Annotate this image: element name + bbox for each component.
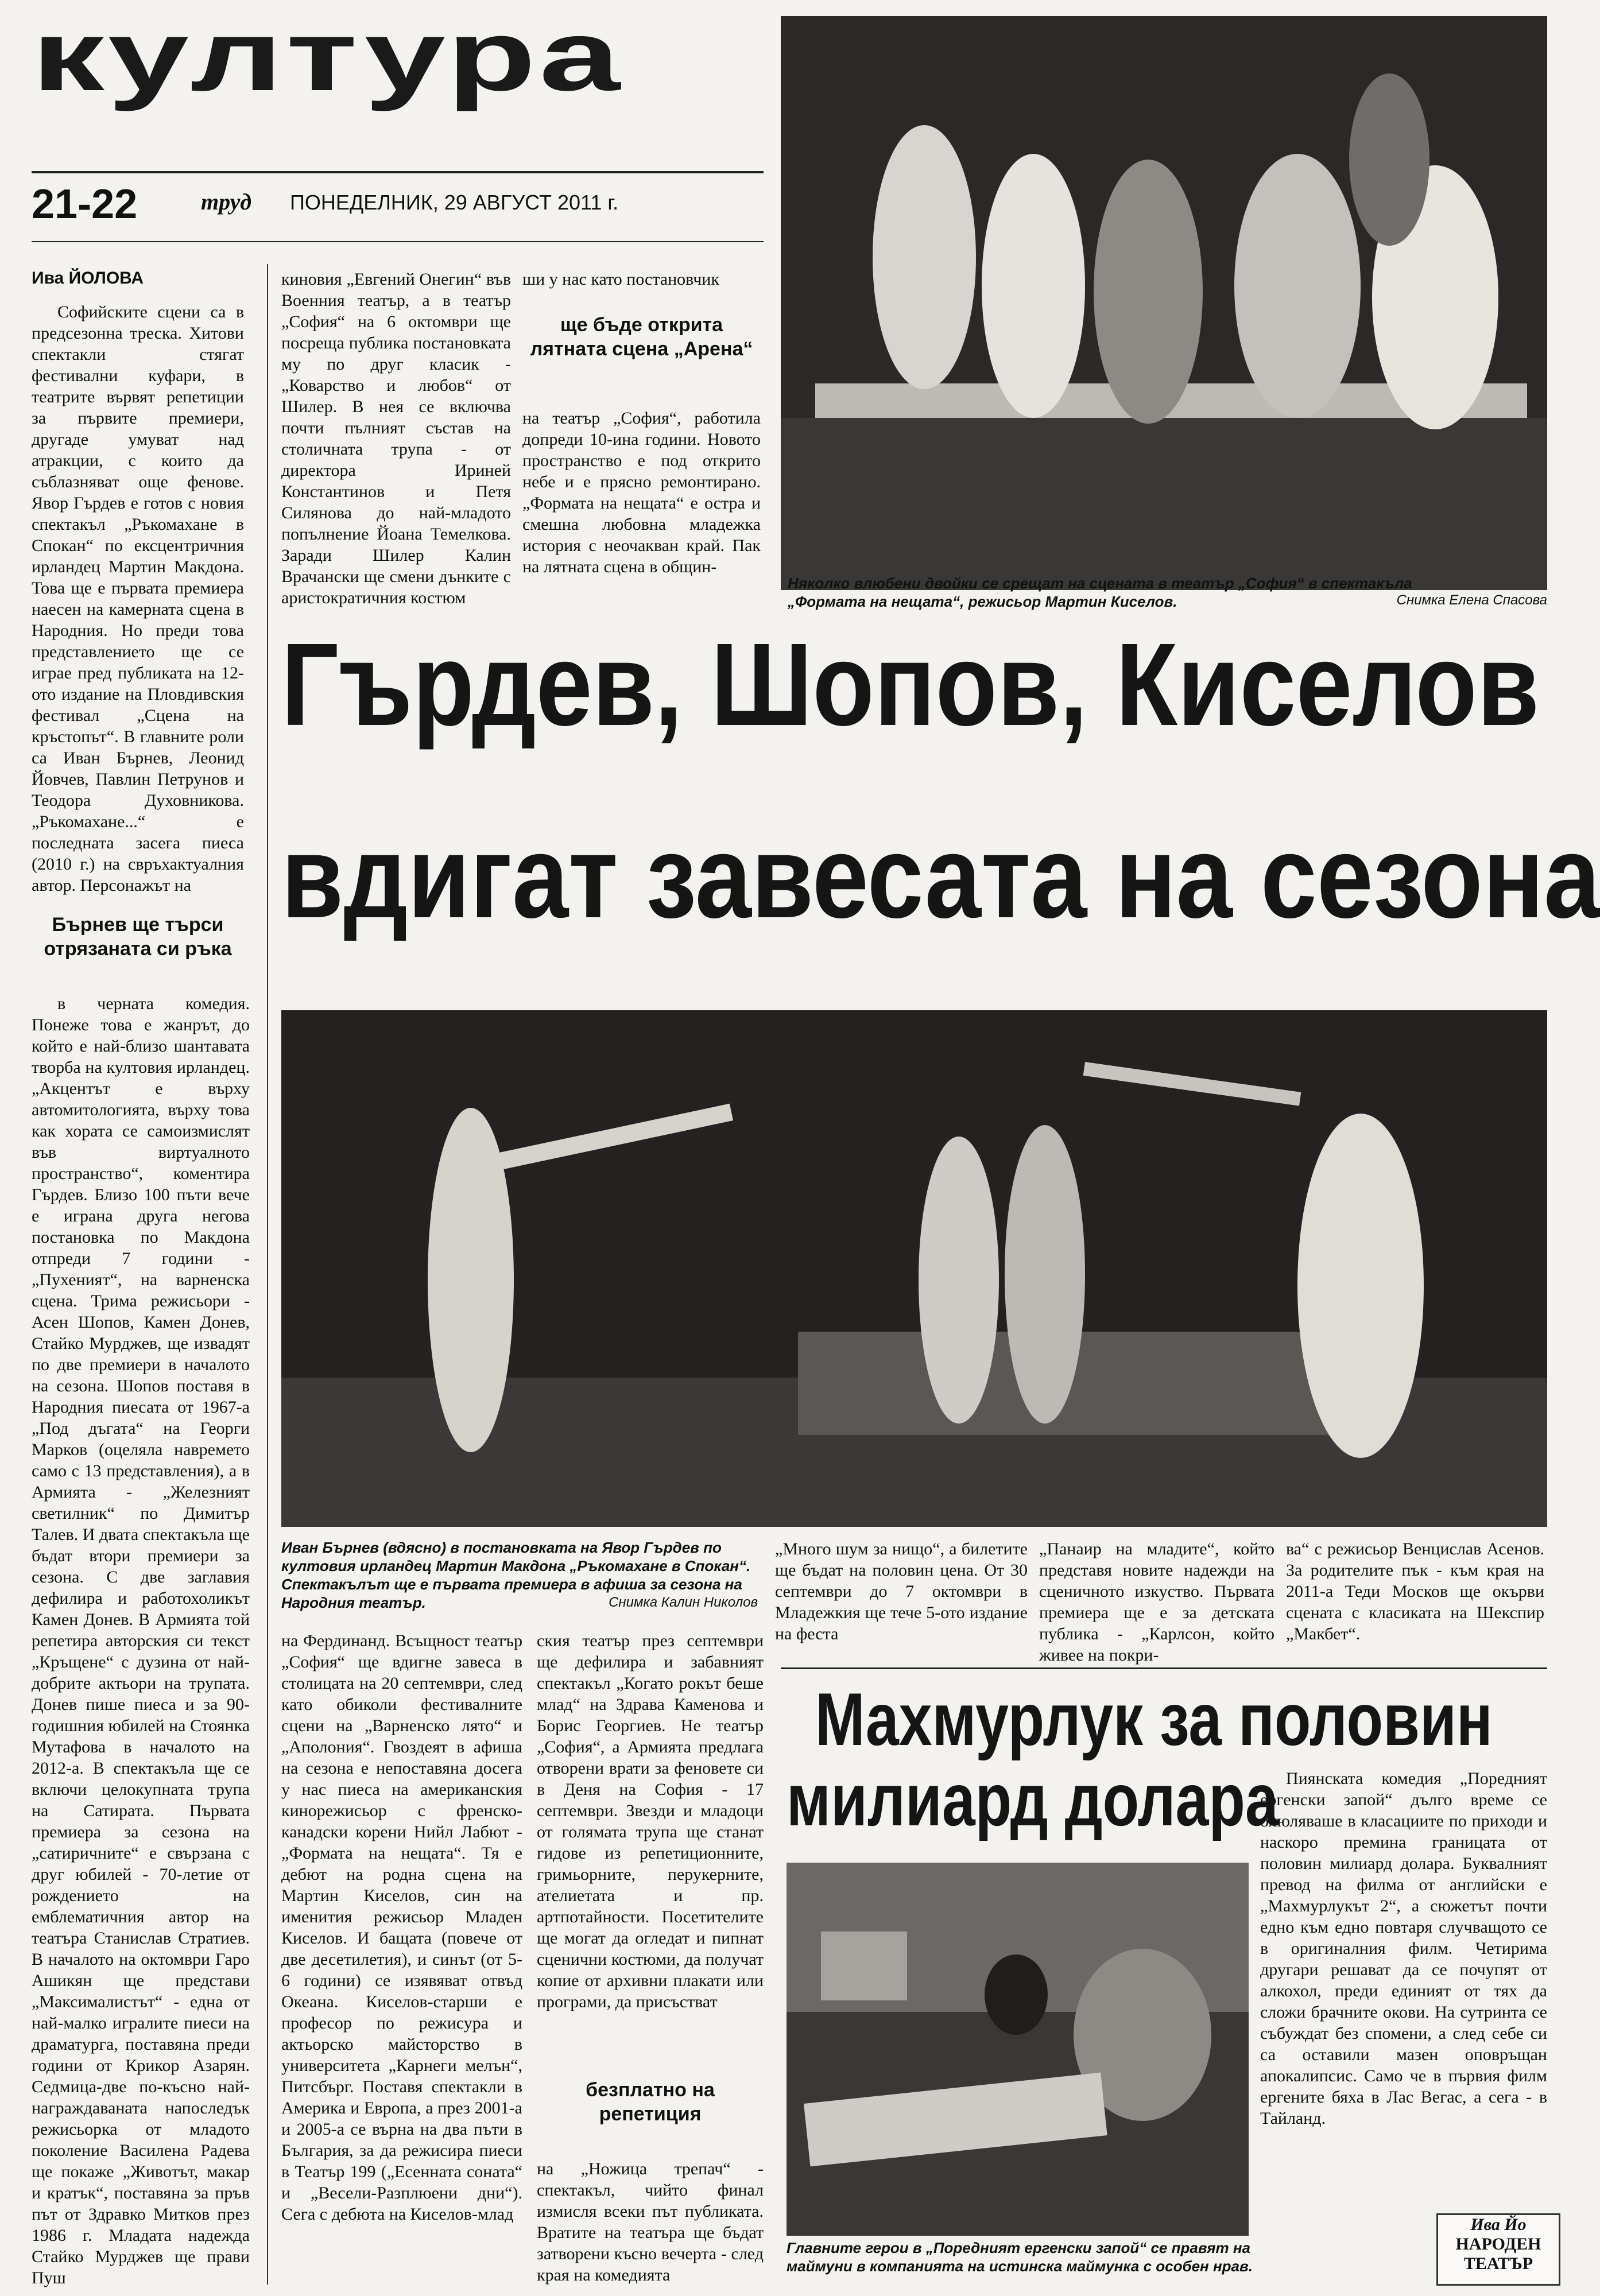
article1-column-b3 (537, 1630, 764, 2055)
stamp-line-teatar: ТЕАТЪР (1463, 2254, 1533, 2273)
photo1-credit: Снимка Елена Спасова (1396, 592, 1547, 608)
article1-subhead-barnev: Бърнев ще търси отрязаната си ръка (44, 914, 232, 960)
article2-body (1260, 1768, 1547, 2285)
article1-column4 (775, 1538, 1028, 1643)
article2-text: Пиянската комедия „Поредният ергенски запой“ дълго време се олюляваше в класациите по приходи и наскоро премина границата от половин милиард долара. Буквалният превод на филма от английски е „Махмурлукът 2“, а сюжетът почти едно към едно повтаря случващото се в оригиналния филм. Четирима другари решават да се почупят от алкохол, преди единият от тях да сложи брачните окови. На сутринта се събуждат без спомени, а след себе си са оставили мазен оповръщан апокалипсис. Само че в първия филм ергените бяха в Лас Вегас, а сега - в Тайланд. (1260, 1769, 1547, 2128)
article2-rule (781, 1667, 1547, 1669)
article1-col6-text: ва“ с режисьор Венцислав Асенов. За родителите пък - към края на 2011-а Теди Москов ще окърви сцената с класиката на Шекспир „Макбет“. (1286, 1539, 1544, 1643)
main-headline-line1: Гърдев, Шопов, Киселов (281, 619, 1540, 750)
stamp-line-narodni: НАРОДЕН (1455, 2235, 1541, 2254)
article1-column1 (32, 301, 244, 904)
article1-column-b2 (281, 1630, 522, 2285)
article1-col4-text: „Много шум за нищо“, а билетите ще бъдат на половин цена. От 30 септември до 7 октомври в Младежкия ще тече 5-ото издание на феста (775, 1539, 1028, 1643)
article1-col1-text2: в черната комедия. Понеже това е жанрът, до който е най-близо шантавата творба на култовия ирландец. „Акцентът е върху автомитологията, върху това как хората се самоизмислят във виртуалното пространство“, коментира Гърдев. Близо 100 пъти вече е играна друга негова постановка по Макдона отпреди 7 години - „Пухеният“, на варненска сцена. Трима режисьори - Асен Шопов, Камен Донев, Стайко Мурджев, ще извадят по две премиери в началото на сезона. Шопов поставя в Народния пиесата от 1967-а „Под дъгата“ на Георги Марков (оцеляла навремето само с 13 представления), а в Армията - „Железният светилник“ по Димитър Талев. И двата спектакъла ще бъдат втори премиери за сезона. С две заглавия дефилира и работохоликът Камен Донев. В Армията той репетира авторския си текст „Кръщене“ с дузина от най-добрите актьори на трупата. Донев пише пиеса и за 90-годишния юбилей на Стоянка Мутафова в началото на 2012-а. В спектакъла ще се включи целокупната трупа на Сатирата. Първата премиера за сезона на „сатиричните“ е свързана с друг юбилей - 70-летие от рождението на емблематичния автор на театъра Станислав Стратиев. В началото на октомври Гаро Ашикян ще представи „Максималистът“ - една от най-малко игралите пиеси на драматурга, поставяна преди години от Крикор Азарян. Седмица-две по-късно най-награждаваната напоследък режисьорка от младото поколение Василена Радева ще покаже „Животът, макар и кратък“, поставяна за пръв път от Здравко Митков през 1986 г. Младата надежда Стайко Мурджев ще прави Пуш (32, 994, 250, 2287)
photo2-credit: Снимка Калин Николов (609, 1595, 758, 1610)
article1-col2-text: киновия „Евгений Онегин“ във Военния театър, а в театър „София“ на 6 октомври ще посреща публика постановката му по друг класик - „Коварство и любов“ от Шилер. В нея се включва почти пълният състав на столичната трупа - от директора Ириней Константинов и Петя Силянова до най-младото попълнение Йоана Темелкова. Заради Шилер Калин Врачански ще смени дънките с аристократичния костюм (281, 270, 511, 607)
article1-column3-cont (522, 408, 761, 603)
article1-colb3-text2: на „Ножица трепач“ - спектакъл, чийто финал измисля всеки път публиката. Вратите на театъра ще бъдат затворени късно вечерта - след края на комедията (537, 2159, 764, 2285)
article1-column3 (522, 269, 761, 292)
stage-photo-illustration (781, 16, 1547, 590)
photo1-caption: Няколко влюбени двойки се срещат на сцената в театър „София“ в спектакъла „Формата на нещата“, режисьор Мартин Киселов. (788, 575, 1412, 610)
main-headline-line2: вдигат завесата на сезона (281, 811, 1600, 943)
newspaper-logo: труд (201, 189, 252, 215)
film-still-illustration (787, 1863, 1249, 2236)
stage-photo-forma (781, 16, 1547, 590)
stage-photo-spokane (281, 1010, 1547, 1527)
article1-col1-text: Софийските сцени са в предсезонна треска. Хитови спектакли стягат фестивални куфари, в театрите вървят репетиции за първите премиери, другаде умуват над атракции, с които да съблазняват още фенове. Явор Гърдев е готов с новия спектакъл „Ръкомахане в Спокан“ по ексцентричния ирландец Мартин Макдона. Това ще е първата премиера наесен на камерната сцена в Народния. Но преди това представлението ще се играе пред публиката на 12-ото издание на Пловдивския фестивал „Сцена на кръстопът“. В главните роли са Иван Бърнев, Леонид Йовчев, Павлин Петрунов и Теодора Духовникова. „Ръкомахане...“ е последната засега пиеса (2010 г.) на свръхактуалния автор. Персонажът на (32, 302, 244, 895)
article-byline: Ива ЙОЛОВА (32, 269, 144, 288)
column-divider (267, 264, 268, 2285)
article1-colb3-text: ския театър през септември ще дефилира и забавният спектакъл „Когато рокът беше млад“ на Здрава Каменова и Борис Георгиев. Не театър „София“, а Армията предлага отворени врати за феновете си в Деня на София - 17 септември. Звезди и младоци от голямата трупа ще станат гидове из репетиционните, гримьорните, перукерните, ателиетата и пр. артпотайности. Посетителите ще могат да огледат и пипнат сценични костюми, да получат копие от архивни плакати или програми, да присъстват (537, 1631, 764, 2011)
article1-column2 (281, 269, 511, 607)
article1-col5-text: „Панаир на младите“, който представя новите надежди на сценичното изкуство. Първата премиера ще е за детската публика - „Карлсон, който живее на покри- (1039, 1539, 1274, 1665)
article1-column-b3-cont (537, 2158, 764, 2285)
photo2-caption: Иван Бърнев (вдясно) в постановката на Явор Гърдев по култовия ирландец Мартин Макдона „Ръкомахане в Спокан“. Спектакълът ще е първата премиера в афиша за сезона на Народния театър. (281, 1539, 751, 1611)
masthead-rule (32, 171, 764, 173)
theatre-stamp (1436, 2213, 1560, 2286)
article2-headline-line1: Махмурлук за половин (815, 1677, 1493, 1761)
film-still-photo (787, 1863, 1249, 2236)
dateline-rule (32, 241, 764, 242)
article1-column1-cont (32, 993, 250, 2285)
article1-subhead-arena: ще бъде открита лятната сцена „Арена“ (530, 314, 753, 360)
article1-col3-text2: на театър „София“, работила допреди 10-ина години. Новото пространство е под открито небе и е прясно ремонтирано. „Формата на нещата“ е остра и смешна любовна младежка история с неочакван край. Пак на лятната сцена в общин- (522, 409, 761, 576)
dateline: ПОНЕДЕЛНИК, 29 АВГУСТ 2011 г. (290, 191, 619, 214)
stamp-signature: Ива Йо (1470, 2215, 1527, 2234)
article1-column6 (1286, 1538, 1544, 1643)
section-masthead: култура (32, 0, 624, 112)
article2-caption: Главните герои в „Поредният ергенски запой“ се правят на маймуни в компанията на истинска маймунка с особен нрав. (787, 2239, 1253, 2275)
stage-photo-spokane-illustration (281, 1010, 1547, 1527)
page-numbers: 21-22 (32, 181, 138, 227)
article1-colb2-text: на Фердинанд. Всъщност театър „София“ ще вдигне завеса в столицата на 20 септември, след като обиколи фестивалните сцени на „Варненско лято“ и „Аполония“. Гвоздеят в афиша на сезона е непоставяна досега у нас пиеса на американския кинорежисьор с френско-канадски корени Нийл Лабют - „Формата на нещата“. Тя е дебют на родна сцена на Мартин Киселов, син на именития режисьор Младен Киселов. И бащата (повече от две десетилетия), и синът (от 5-6 години) се изявяват отвъд Океана. Киселов-старши е професор по режисура и актьорско майсторство в университета „Карнеги мелън“, Питсбърг. Поставя спектакли в Америка и Европа, а през 2001-а и 2005-а се върна на два пъти в България, за да режисира пиеси в Театър 199 („Есенната соната“ и „Весели-Разплюени дни“). Сега с дебюта на Киселов-млад (281, 1631, 522, 2224)
article2-headline-line2: милиард долара (787, 1758, 1279, 1841)
article1-subhead-rehearsal: безплатно на репетиция (586, 2079, 715, 2125)
article1-col3-text: ши у нас като постановчик (522, 270, 719, 289)
article1-column5 (1039, 1538, 1274, 1665)
